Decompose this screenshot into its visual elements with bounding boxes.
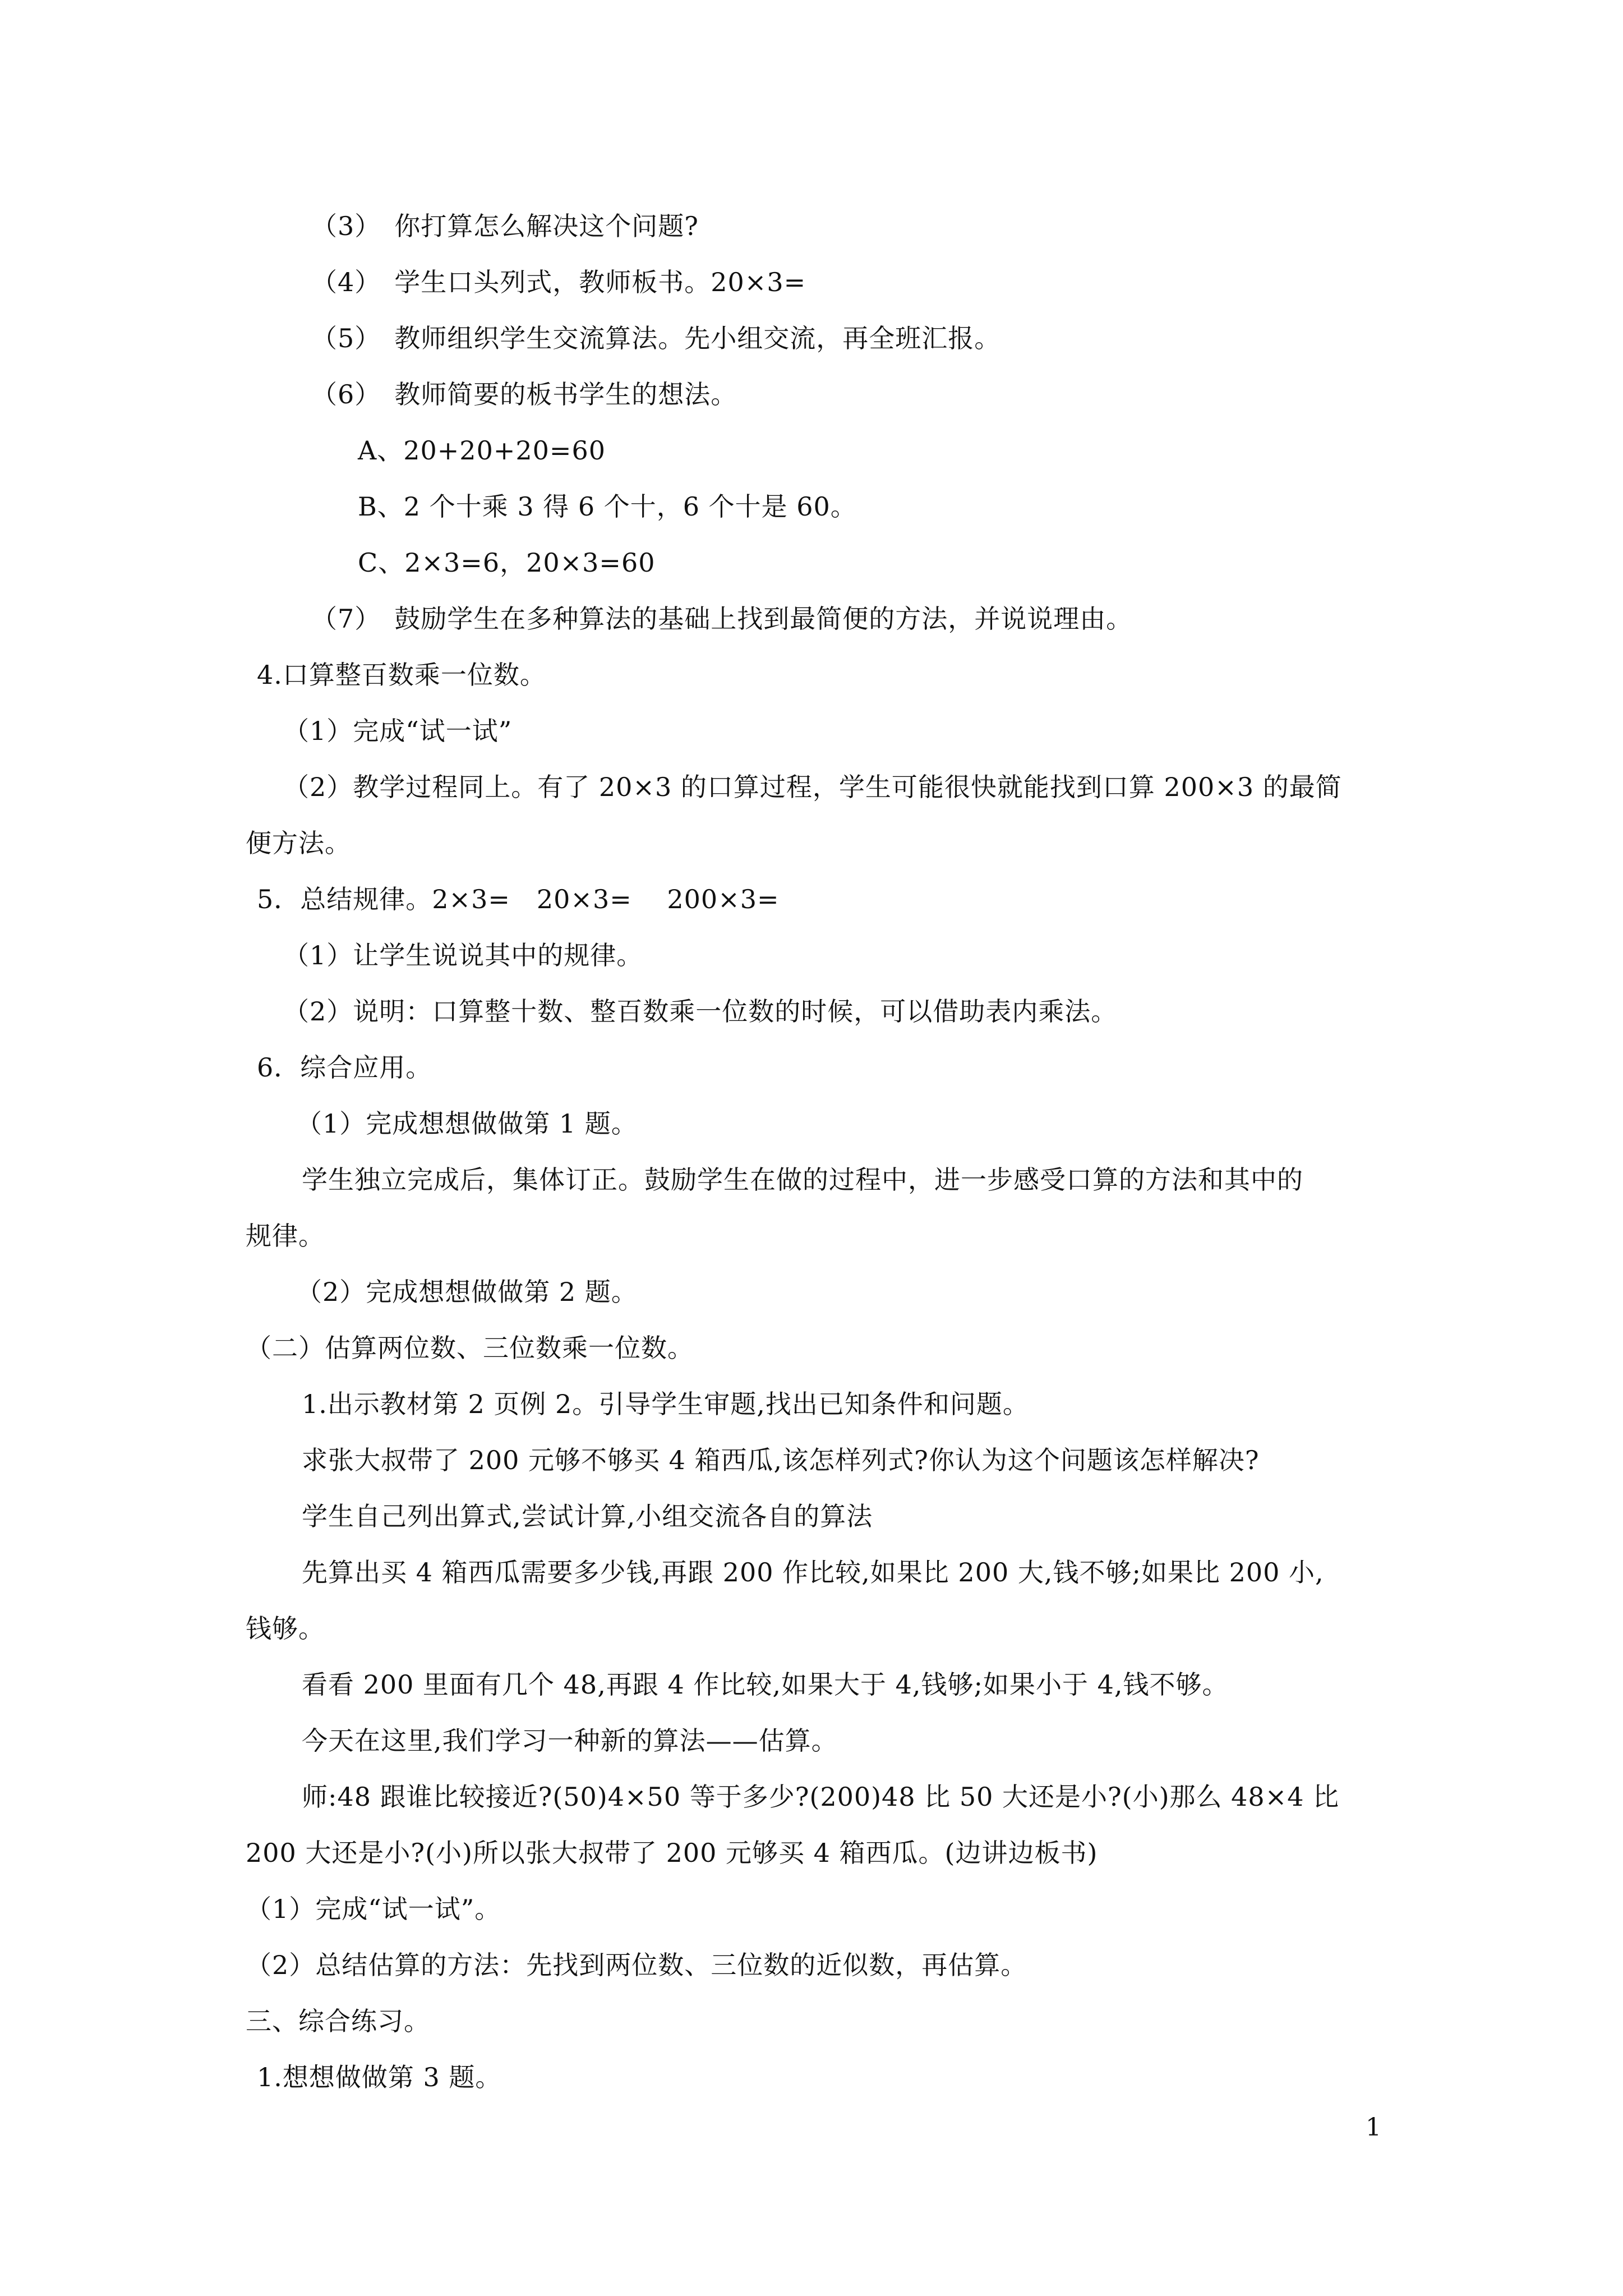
- text-line: 规律。: [246, 1221, 325, 1251]
- text-line: 看看 200 里面有几个 48,再跟 4 作比较,如果大于 4,钱够;如果小于 4,钱不够。: [302, 1669, 1229, 1700]
- text-line: （1）让学生说说其中的规律。: [283, 940, 643, 970]
- text-line: 学生自己列出算式,尝试计算,小组交流各自的算法: [302, 1501, 873, 1531]
- text-line: 200 大还是小?(小)所以张大叔带了 200 元够买 4 箱西瓜。(边讲边板书): [246, 1838, 1098, 1868]
- text-line: （2）完成想想做做第 2 题。: [296, 1277, 638, 1307]
- text-line: 今天在这里,我们学习一种新的算法——估算。: [302, 1726, 838, 1756]
- text-line: （1）完成“试一试”: [283, 716, 513, 746]
- text-line: 1.想想做做第 3 题。: [257, 2062, 502, 2092]
- text-line: B、2 个十乘 3 得 6 个十，6 个十是 60。: [358, 491, 857, 522]
- text-line: （4） 学生口头列式，教师板书。20×3=: [311, 267, 806, 297]
- text-line: （2）教学过程同上。有了 20×3 的口算过程，学生可能很快就能找到口算 200×3 的最简: [283, 772, 1342, 802]
- text-line: 1.出示教材第 2 页例 2。引导学生审题,找出已知条件和问题。: [302, 1389, 1029, 1419]
- text-line: （2）说明：口算整十数、整百数乘一位数的时候，可以借助表内乘法。: [283, 996, 1118, 1027]
- text-line: 学生独立完成后，集体订正。鼓励学生在做的过程中，进一步感受口算的方法和其中的: [302, 1165, 1303, 1195]
- text-line: C、2×3=6，20×3=60: [358, 547, 656, 578]
- text-line: 师:48 跟谁比较接近?(50)4×50 等于多少?(200)48 比 50 大还是小?(小)那么 48×4 比: [302, 1782, 1340, 1812]
- text-line: 便方法。: [246, 828, 351, 858]
- text-line: A、20+20+20=60: [358, 435, 606, 466]
- text-line: （2）总结估算的方法：先找到两位数、三位数的近似数，再估算。: [246, 1950, 1027, 1980]
- section-heading: 5．总结规律。2×3= 20×3= 200×3=: [257, 884, 780, 914]
- text-line: （1）完成“试一试”。: [246, 1894, 501, 1924]
- text-line: （1）完成想想做做第 1 题。: [296, 1108, 638, 1139]
- text-line: 求张大叔带了 200 元够不够买 4 箱西瓜,该怎样列式?你认为这个问题该怎样解决?: [302, 1445, 1260, 1475]
- text-line: （6） 教师简要的板书学生的想法。: [311, 379, 737, 409]
- section-heading: 三、综合练习。: [246, 2006, 430, 2036]
- text-line: （5） 教师组织学生交流算法。先小组交流，再全班汇报。: [311, 323, 1001, 353]
- text-line: （3） 你打算怎么解决这个问题?: [311, 211, 699, 241]
- text-line: （7） 鼓励学生在多种算法的基础上找到最简便的方法，并说说理由。: [311, 604, 1133, 634]
- section-heading: 4.口算整百数乘一位数。: [257, 660, 546, 690]
- text-line: 钱够。: [246, 1613, 325, 1644]
- page-number: 1: [1366, 2113, 1381, 2142]
- section-heading: （二）估算两位数、三位数乘一位数。: [246, 1333, 694, 1363]
- section-heading: 6．综合应用。: [257, 1052, 432, 1083]
- text-line: 先算出买 4 箱西瓜需要多少钱,再跟 200 作比较,如果比 200 大,钱不够;如果比 200 小,: [302, 1557, 1324, 1588]
